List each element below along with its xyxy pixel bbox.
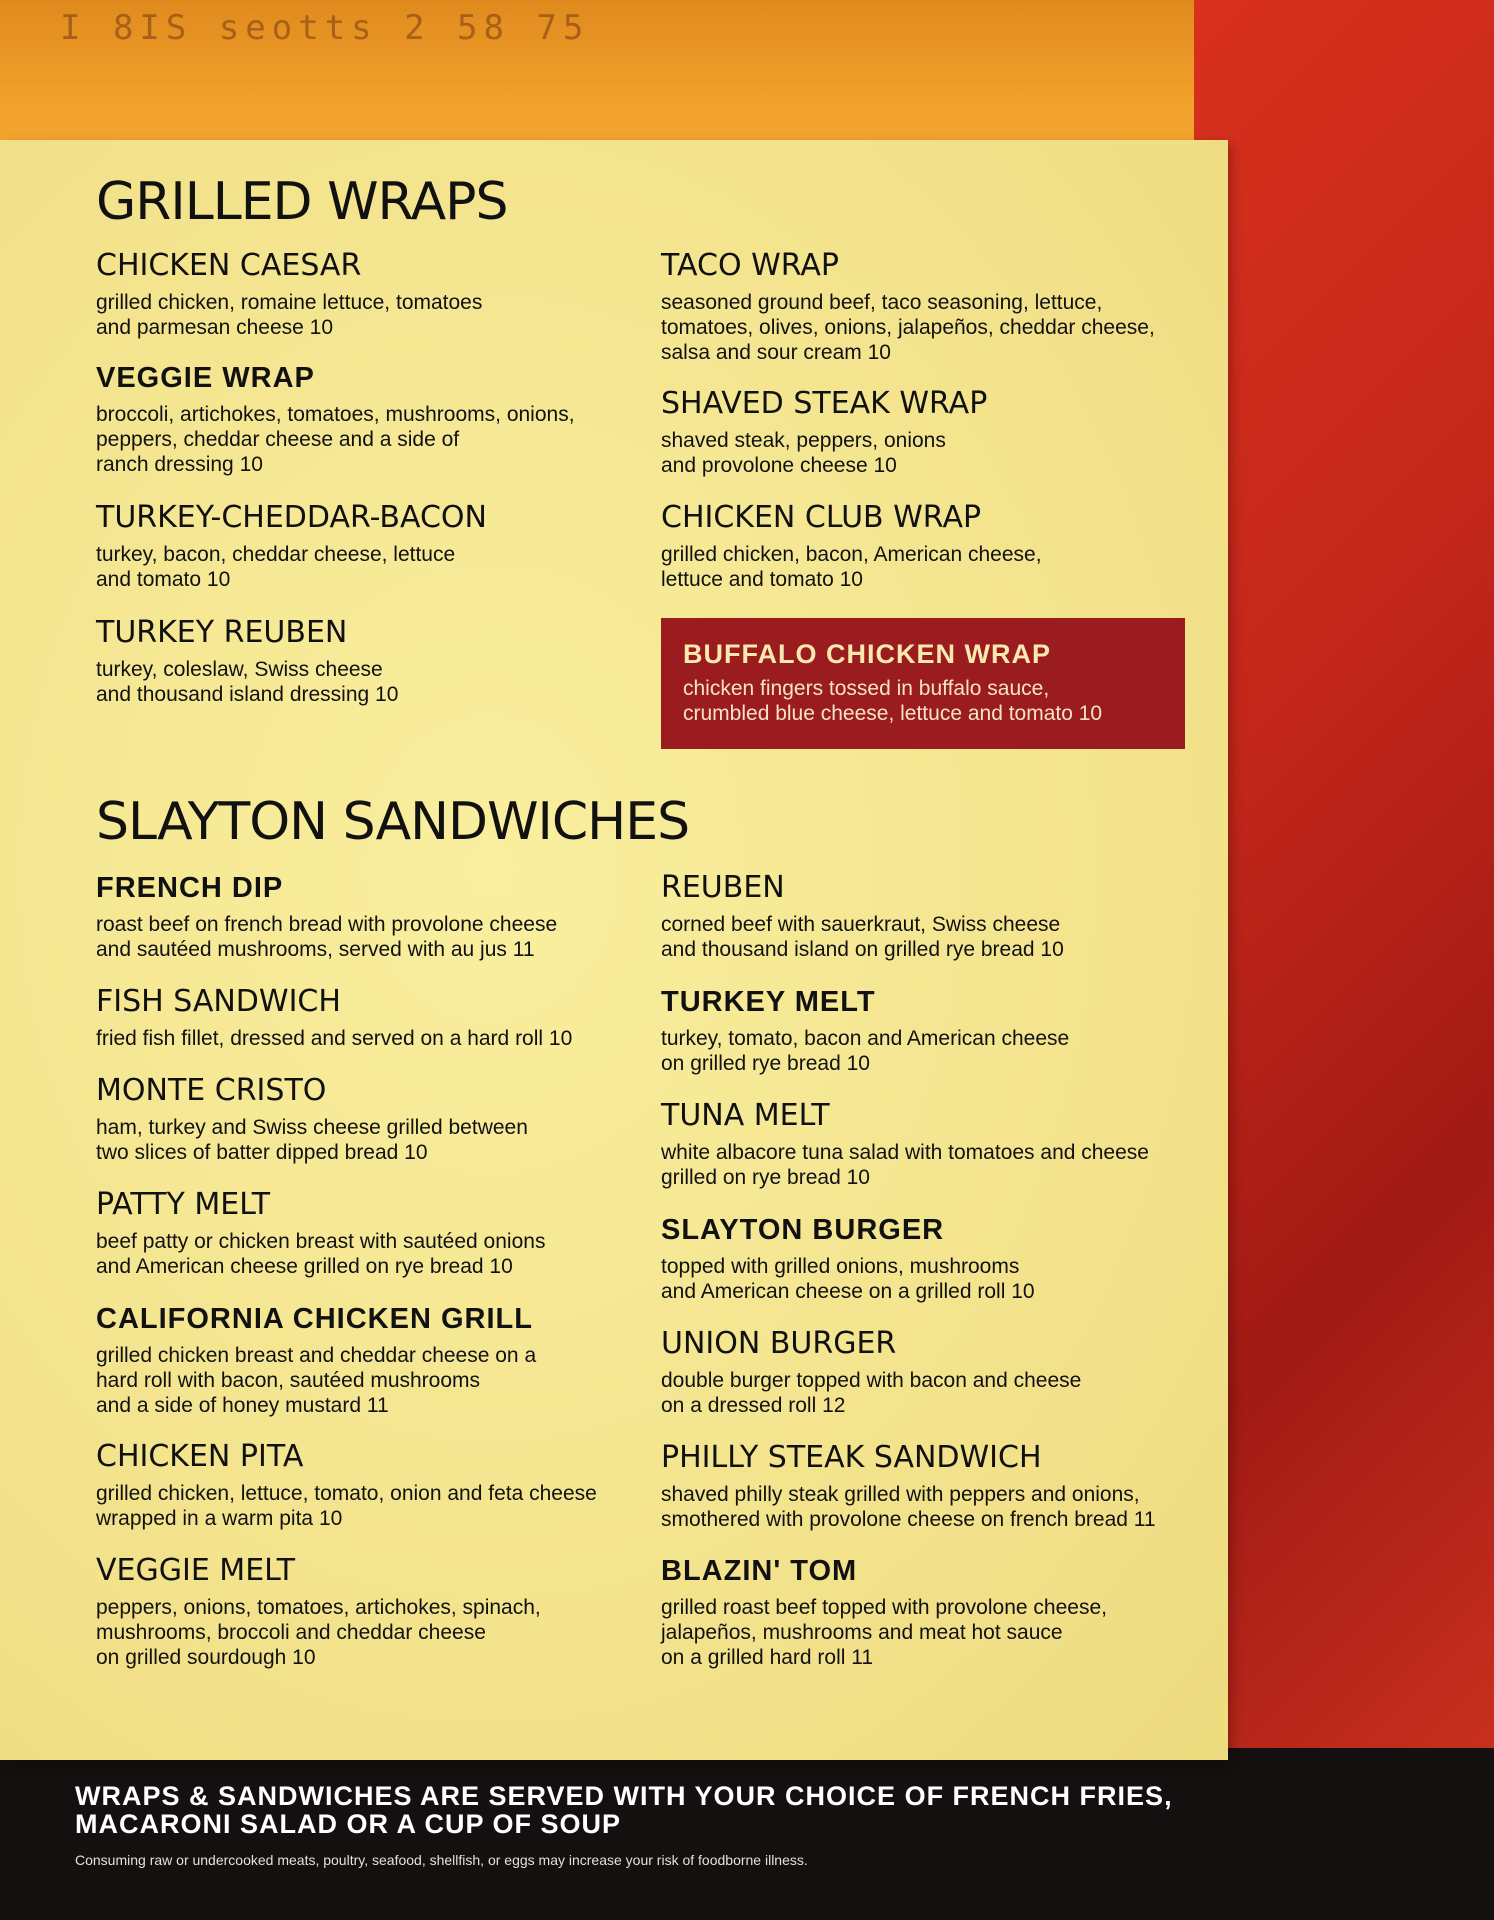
featured-item-box (661, 618, 1185, 749)
menu-item (661, 1553, 1221, 1670)
section-title-sandwiches: SLAYTON SANDWICHES (96, 792, 690, 852)
item-name: TURKEY-CHEDDAR-BACON (96, 500, 487, 535)
item-name: SLAYTON BURGER (661, 1214, 945, 1246)
menu-item (661, 386, 1221, 478)
item-name: TUNA MELT (661, 1098, 830, 1133)
item-name: REUBEN (661, 870, 785, 905)
menu-item (661, 1098, 1241, 1190)
featured-item-name: BUFFALO CHICKEN WRAP (683, 639, 1051, 669)
footer-sides-note: WRAPS & SANDWICHES ARE SERVED WITH YOUR CHOICE OF FRENCH FRIES, MACARONI SALAD OR A CUP OF SOUP (75, 1781, 1173, 1839)
item-name: UNION BURGER (661, 1326, 897, 1361)
item-description: turkey, tomato, bacon and American cheese on grilled rye bread 10 (661, 1027, 1070, 1075)
item-description: beef patty or chicken breast with sautéed onions and American cheese grilled on rye bread 10 (96, 1230, 546, 1278)
item-name: CHICKEN CAESAR (96, 248, 362, 283)
item-name: SHAVED STEAK WRAP (661, 386, 988, 421)
item-name: MONTE CRISTO (96, 1073, 327, 1108)
item-name: TURKEY REUBEN (96, 615, 348, 650)
menu-item (96, 1553, 656, 1670)
item-description: grilled chicken breast and cheddar cheese on a hard roll with bacon, sautéed mushrooms and a side of honey mustard 11 (96, 1344, 537, 1417)
menu-item (96, 248, 656, 340)
item-description: broccoli, artichokes, tomatoes, mushrooms, onions, peppers, cheddar cheese and a side of ranch dressing 10 (96, 403, 575, 476)
item-description: turkey, coleslaw, Swiss cheese and thousand island dressing 10 (96, 658, 399, 706)
menu-item (661, 984, 1221, 1076)
item-description: white albacore tuna salad with tomatoes and cheese grilled on rye bread 10 (661, 1141, 1149, 1189)
background-text: I 8IS seotts 2 58 75 (60, 8, 590, 48)
section-title-grilled-wraps: GRILLED WRAPS (96, 172, 508, 232)
item-description: grilled chicken, lettuce, tomato, onion and feta cheese wrapped in a warm pita 10 (96, 1482, 597, 1530)
menu-item (661, 870, 1221, 962)
item-description: grilled chicken, romaine lettuce, tomatoes and parmesan cheese 10 (96, 291, 483, 339)
menu-item (96, 1439, 676, 1531)
item-name: CHICKEN PITA (96, 1439, 304, 1474)
item-name: TACO WRAP (661, 248, 839, 283)
menu-item (96, 500, 656, 592)
item-description: grilled roast beef topped with provolone cheese, jalapeños, mushrooms and meat hot sauce on a grilled hard roll 11 (661, 1596, 1107, 1669)
menu-item (96, 615, 656, 707)
item-description: ham, turkey and Swiss cheese grilled between two slices of batter dipped bread 10 (96, 1116, 528, 1164)
item-description: turkey, bacon, cheddar cheese, lettuce and tomato 10 (96, 543, 456, 591)
item-name: CALIFORNIA CHICKEN GRILL (96, 1303, 533, 1335)
item-name: TURKEY MELT (661, 986, 876, 1018)
item-description: topped with grilled onions, mushrooms and American cheese on a grilled roll 10 (661, 1255, 1035, 1303)
item-description: fried fish fillet, dressed and served on a hard roll 10 (96, 1027, 573, 1050)
item-name: FRENCH DIP (96, 872, 284, 904)
item-description: double burger topped with bacon and cheese on a dressed roll 12 (661, 1369, 1082, 1417)
menu-item (661, 500, 1221, 592)
menu-item (661, 248, 1241, 365)
item-description: shaved philly steak grilled with peppers and onions, smothered with provolone cheese on french bread 11 (661, 1483, 1156, 1531)
item-name: VEGGIE MELT (96, 1553, 296, 1588)
featured-item-description: chicken fingers tossed in buffalo sauce, crumbled blue cheese, lettuce and tomato 10 (683, 677, 1103, 725)
menu-item (96, 1073, 656, 1165)
item-name: PATTY MELT (96, 1187, 271, 1222)
item-name: BLAZIN' TOM (661, 1555, 858, 1587)
menu-item (96, 360, 656, 477)
food-safety-disclaimer: Consuming raw or undercooked meats, poultry, seafood, shellfish, or eggs may increase your risk of foodborne illness. (75, 1852, 808, 1868)
item-description: grilled chicken, bacon, American cheese, lettuce and tomato 10 (661, 543, 1042, 591)
item-description: peppers, onions, tomatoes, artichokes, spinach, mushrooms, broccoli and cheddar cheese on grilled sourdough 10 (96, 1596, 541, 1669)
menu-item (661, 1440, 1241, 1532)
menu-item (661, 1212, 1221, 1304)
item-description: seasoned ground beef, taco seasoning, lettuce, tomatoes, olives, onions, jalapeños, cheddar cheese, salsa and sour cream 10 (661, 291, 1155, 364)
item-name: CHICKEN CLUB WRAP (661, 500, 982, 535)
item-name: PHILLY STEAK SANDWICH (661, 1440, 1042, 1475)
menu-item (96, 870, 656, 962)
item-name: FISH SANDWICH (96, 984, 341, 1019)
menu-item (96, 1301, 676, 1418)
item-description: shaved steak, peppers, onions and provolone cheese 10 (661, 429, 946, 477)
menu-item (96, 1187, 656, 1279)
menu-item (661, 1326, 1221, 1418)
item-description: roast beef on french bread with provolone cheese and sautéed mushrooms, served with au jus 11 (96, 913, 558, 961)
item-description: corned beef with sauerkraut, Swiss cheese and thousand island on grilled rye bread 10 (661, 913, 1064, 961)
item-name: VEGGIE WRAP (96, 362, 315, 394)
menu-item (96, 984, 676, 1051)
